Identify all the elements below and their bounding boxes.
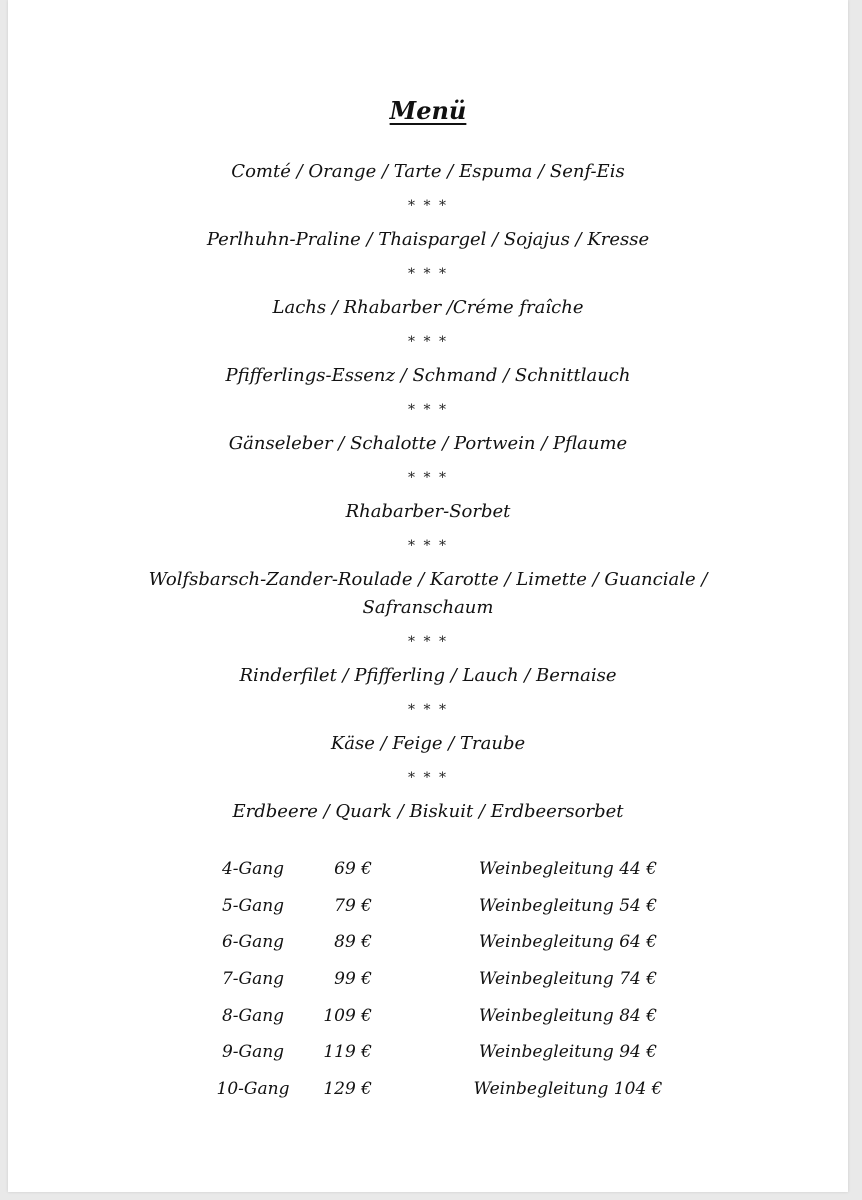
price-row — [8, 892, 848, 929]
wine-pairing-price: Weinbegleitung 104 € — [473, 1079, 663, 1100]
wine-pairing-price: Weinbegleitung 84 € — [478, 1005, 658, 1026]
menu-price: 119 € — [323, 1042, 372, 1063]
course-count: 7-Gang — [221, 969, 285, 990]
course-count: 5-Gang — [221, 895, 285, 916]
wine-pairing-price: Weinbegleitung 44 € — [478, 859, 658, 879]
course-separator: * * * — [408, 266, 448, 282]
menu-price: 79 € — [334, 895, 372, 916]
course-item: Wolfsbarsch-Zander-Roulade / Karotte / Limette / Guanciale / Safranschaum — [148, 569, 708, 618]
price-row — [8, 1038, 848, 1075]
course-item: Rhabarber-Sorbet — [345, 501, 511, 522]
wine-pairing-price: Weinbegleitung 94 € — [478, 1042, 658, 1063]
course-separator: * * * — [408, 470, 448, 486]
course-separator: * * * — [408, 770, 448, 786]
price-row — [8, 855, 848, 892]
course-count: 6-Gang — [221, 932, 285, 953]
menu-price: 129 € — [323, 1079, 372, 1100]
menu-title: Menü — [389, 96, 467, 125]
wine-pairing-price: Weinbegleitung 64 € — [478, 932, 658, 953]
course-separator: * * * — [408, 402, 448, 418]
course-item: Erdbeere / Quark / Biskuit / Erdbeersorbet — [232, 801, 624, 822]
course-count: 10-Gang — [216, 1079, 290, 1100]
course-item: Comté / Orange / Tarte / Espuma / Senf-Eis — [231, 161, 625, 182]
menu-price: 99 € — [334, 969, 372, 990]
menu-page — [8, 0, 848, 1192]
course-separator: * * * — [408, 198, 448, 214]
menu-price: 89 € — [334, 932, 372, 953]
course-item: Lachs / Rhabarber /Créme fraîche — [272, 297, 584, 318]
price-row — [8, 965, 848, 1002]
course-item: Pfifferlings-Essenz / Schmand / Schnittlauch — [225, 365, 631, 386]
wine-pairing-price: Weinbegleitung 54 € — [478, 895, 658, 916]
wine-pairing-price: Weinbegleitung 74 € — [478, 969, 658, 990]
course-list — [8, 158, 848, 826]
course-separator: * * * — [408, 702, 448, 718]
course-count: 9-Gang — [221, 1042, 285, 1063]
course-separator: * * * — [408, 634, 448, 650]
price-row — [8, 928, 848, 965]
course-separator: * * * — [408, 334, 448, 350]
menu-price: 109 € — [323, 1005, 372, 1026]
price-row — [8, 1002, 848, 1039]
price-row — [8, 1075, 848, 1112]
course-item: Gänseleber / Schalotte / Portwein / Pflaume — [228, 433, 628, 454]
menu-price: 69 € — [334, 859, 372, 879]
course-item: Rinderfilet / Pfifferling / Lauch / Bernaise — [239, 665, 617, 686]
course-separator: * * * — [408, 538, 448, 554]
course-count: 4-Gang — [221, 859, 285, 879]
course-count: 8-Gang — [221, 1005, 285, 1026]
course-item: Perlhuhn-Praline / Thaispargel / Sojajus / Kresse — [206, 229, 650, 250]
course-item: Käse / Feige / Traube — [330, 733, 526, 754]
price-table — [8, 855, 848, 1112]
